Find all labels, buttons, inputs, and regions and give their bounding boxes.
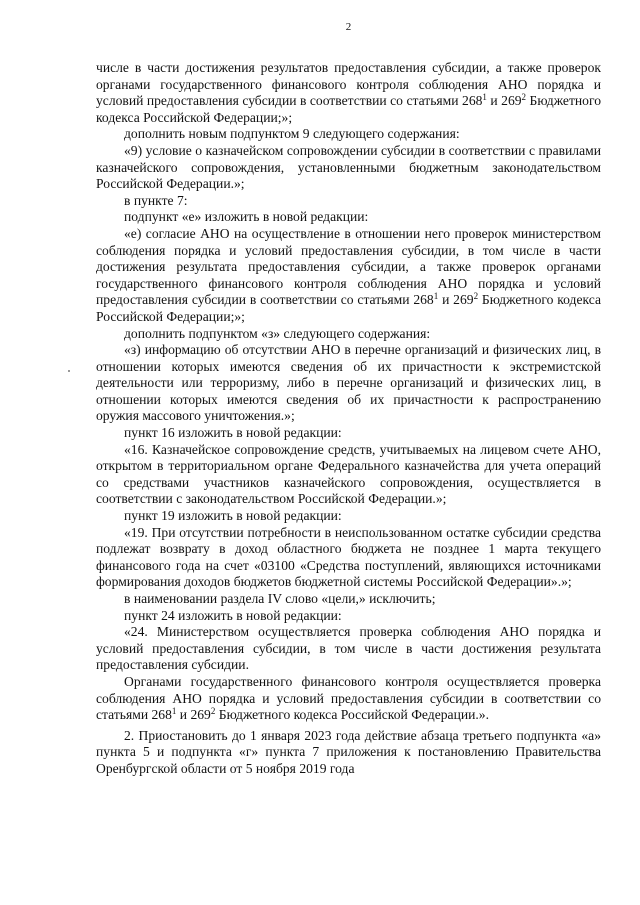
paragraph: пункт 19 изложить в новой редакции: (124, 508, 342, 524)
paragraph: пункт 24 изложить в новой редакции: (124, 607, 342, 623)
paragraph: Органами государственного финансового контроля осуществляется проверка соблюдения АНО порядка и условий предоставления субсидии в соответствии со статьями $268^1$ и $269^2$ Бюджетного кодекса Российской Федерации.». (96, 673, 601, 723)
paragraph: «19. При отсутствии потребности в неиспользованном остатке субсидии средства подлежат возврату в доход областного бюджета не позднее 1 марта текущего финансового года на счет «03100 «Средства поступлений, являющихся источниками формирования доходов бюджетов бюджетной системы Российской Федерации».»; (96, 524, 601, 590)
paragraph: подпункт «е» изложить в новой редакции: (124, 209, 369, 225)
paragraph: в наименовании раздела IV слово «цели,» исключить; (124, 591, 436, 606)
paragraph: дополнить новым подпунктом 9 следующего содержания: (124, 126, 460, 142)
paragraph: «е) согласие АНО на осуществление в отношении него проверок министерством соблюдения порядка и условий предоставления субсидии, в том числе в части достижения результата предоставления субсидии, а также проверок органами государственного финансового контроля соблюдения АНО порядка и условий предоставления субсидии в соответствии со статьями $268^1$ и $269^2$ Бюджетного кодекса Российской Федерации;»; (96, 225, 601, 324)
paragraph: «9) условие о казначейском сопровождении субсидии в соответствии с правилами казначейского сопровождения, установленными бюджетным законодательством Российской Федерации.»; (96, 142, 601, 192)
paragraph: в пункте 7: (124, 192, 188, 208)
paragraph: «з) информацию об отсутствии АНО в перечне организаций и физических лиц, в отношении которых имеются сведения об их причастности к экстремистской деятельности или терроризму, либо в перечне организаций и физических лиц, в отношении которых имеются сведения об их причастности к распространению оружия массового уничтожения.»; (96, 342, 601, 424)
document-body (96, 60, 601, 778)
paragraph: дополнить подпунктом «з» следующего содержания: (124, 325, 431, 341)
paragraph-continuation: числе в части достижения результатов предоставления субсидии, а также проверок органами государственного финансового контроля соблюдения АНО порядка и условий предоставления субсидии в соответствии со статьями $268^1$ и $269^2$ Бюджетного кодекса Российской Федерации;»; (96, 60, 601, 125)
paragraph: пункт 16 изложить в новой редакции: (124, 425, 342, 441)
paragraph: «24. Министерством осуществляется проверка соблюдения АНО порядка и условий предоставления субсидии, в том числе в части достижения результата предоставления субсидии. (96, 624, 601, 673)
page-number: 2 (345, 21, 352, 33)
paragraph: «16. Казначейское сопровождение средств, учитываемых на лицевом счете АНО, открытом в территориальном органе Федерального казначейства для учета операций со средствами участников казначейского сопровождения, осуществляется в соответствии с законодательством Российской Федерации.»; (96, 441, 601, 507)
paragraph: 2. Приостановить до 1 января 2023 года действие абзаца третьего подпункта «а» пункта 5 и подпункта «г» пункта 7 приложения к постановлению Правительства Оренбургской области от 5 ноября 2019 года (96, 727, 601, 776)
scan-speck (68, 370, 70, 372)
